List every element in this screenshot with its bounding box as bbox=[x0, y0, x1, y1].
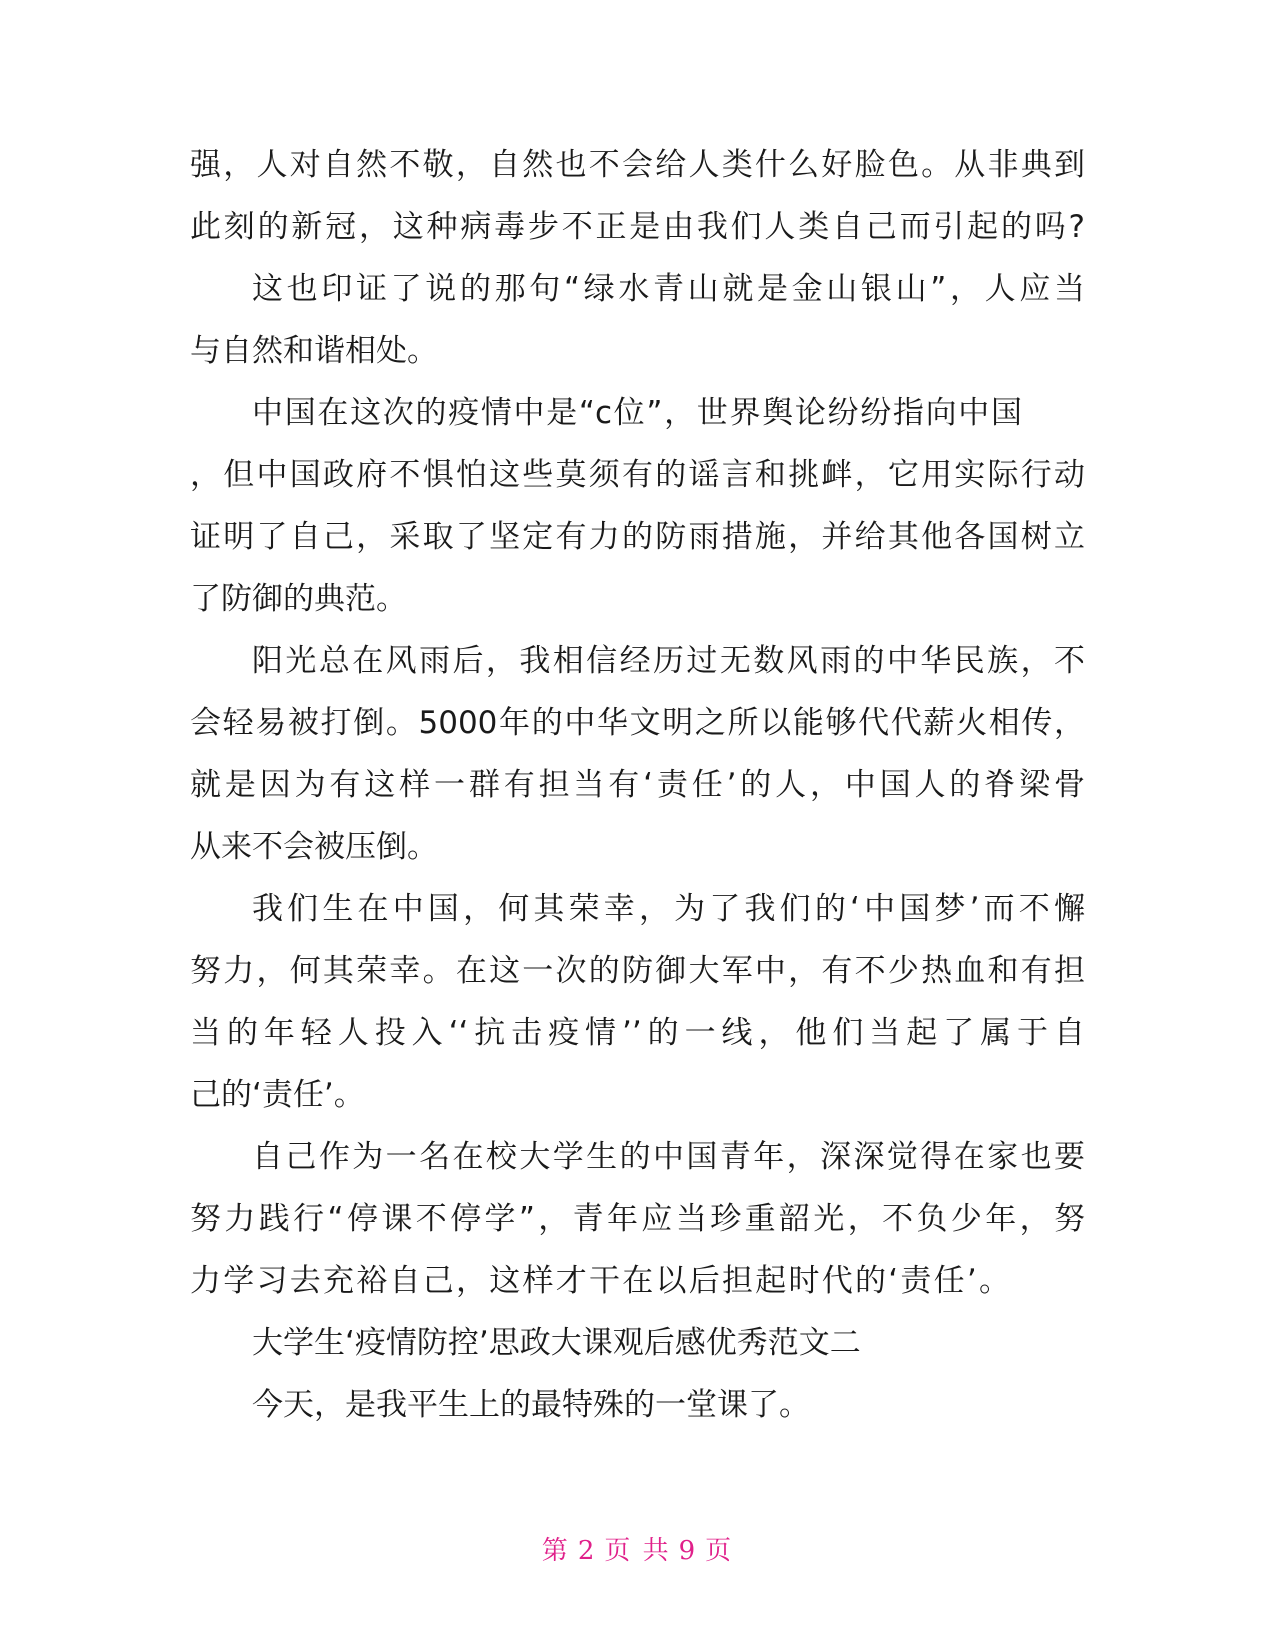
paragraph-start-line: 阳光总在风雨后，我相信经历过无数风雨的中华民族，不 bbox=[252, 643, 1085, 679]
footer-total-pages: 9 bbox=[678, 1536, 698, 1566]
paragraph-start-line: 今天，是我平生上的最特殊的一堂课了。 bbox=[252, 1387, 810, 1423]
text-line: 就是因为有这样一群有担当有‘责任’的人，中国人的脊梁骨 bbox=[190, 767, 1085, 803]
paragraph-start-line: 我们生在中国，何其荣幸，为了我们的‘中国梦’而不懈 bbox=[252, 891, 1085, 927]
text-line: 了防御的典范。 bbox=[190, 581, 407, 617]
text-line: 证明了自己，采取了坚定有力的防雨措施，并给其他各国树立 bbox=[190, 519, 1085, 555]
paragraph-start-line: 这也印证了说的那句“绿水青山就是金山银山”，人应当 bbox=[252, 271, 1085, 307]
text-line: 力学习去充裕自己，这样才干在以后担起时代的‘责任’。 bbox=[190, 1263, 1010, 1299]
text-line: 强，人对自然不敬，自然也不会给人类什么好脸色。从非典到 bbox=[190, 147, 1085, 183]
text-line: ，但中国政府不惧怕这些莫须有的谣言和挑衅，它用实际行动 bbox=[190, 457, 1085, 493]
text-line: 从来不会被压倒。 bbox=[190, 829, 438, 865]
text-line: 努力，何其荣幸。在这一次的防御大军中，有不少热血和有担 bbox=[190, 953, 1085, 989]
text-line: 此刻的新冠，这种病毒步不正是由我们人类自己而引起的吗? bbox=[190, 209, 1085, 245]
text-line: 己的‘责任’。 bbox=[190, 1077, 365, 1113]
section-heading: 大学生‘疫情防控’思政大课观后感优秀范文二 bbox=[252, 1325, 861, 1361]
text-line: 与自然和谐相处。 bbox=[190, 333, 438, 369]
text-line: 会轻易被打倒。5000年的中华文明之所以能够代代薪火相传， bbox=[190, 705, 1085, 741]
page-footer bbox=[0, 1530, 1275, 1567]
paragraph-start-line: 自己作为一名在校大学生的中国青年，深深觉得在家也要 bbox=[252, 1139, 1085, 1175]
text-line: 当的年轻人投入‘‘抗击疫情’’的一线，他们当起了属于自 bbox=[190, 1015, 1085, 1051]
footer-suffix: 页 bbox=[705, 1536, 734, 1566]
footer-page-number: 2 bbox=[577, 1536, 597, 1566]
text-line: 努力践行“停课不停学”，青年应当珍重韶光，不负少年，努 bbox=[190, 1201, 1085, 1237]
footer-middle: 页 共 bbox=[604, 1536, 671, 1566]
paragraph-start-line: 中国在这次的疫情中是“c位”，世界舆论纷纷指向中国 bbox=[252, 395, 1022, 431]
footer-prefix: 第 bbox=[541, 1536, 570, 1566]
